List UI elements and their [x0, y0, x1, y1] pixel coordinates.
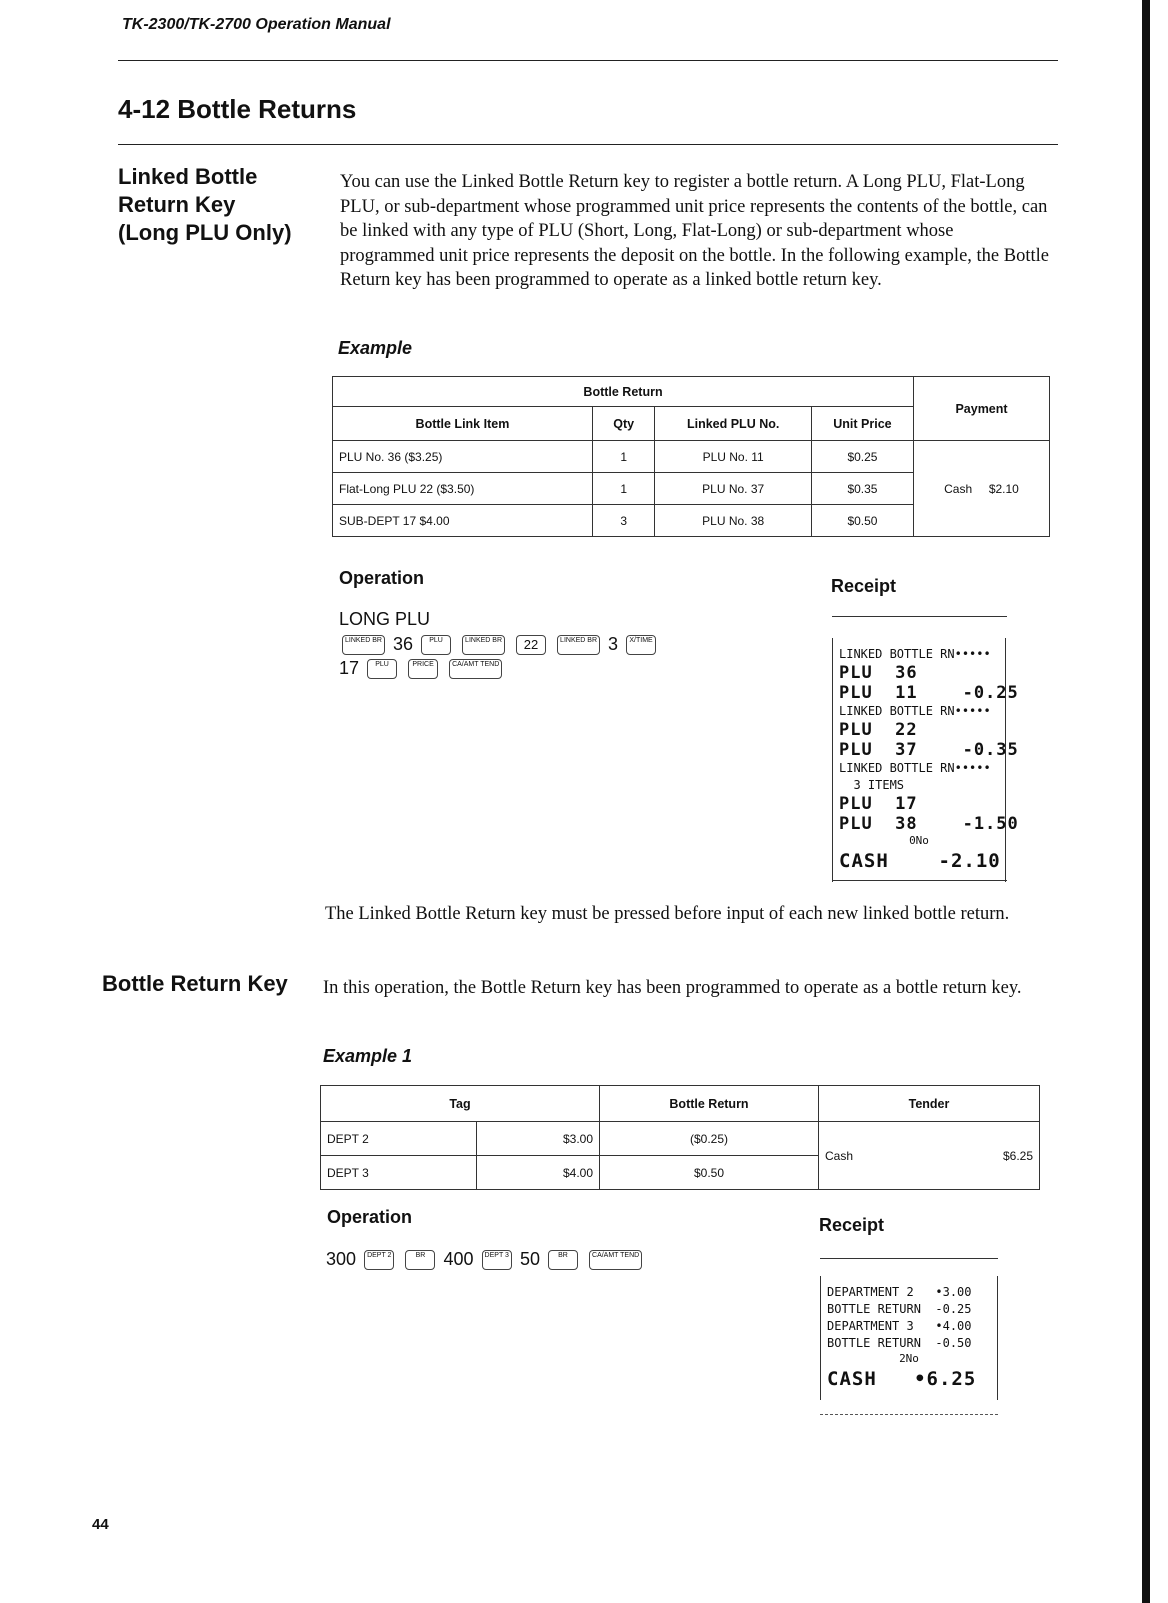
table-cell: SUB-DEPT 17 $4.00: [333, 505, 593, 537]
linked-key-sequence-2: [339, 655, 505, 681]
bottle-return-key[interactable]: BR: [405, 1250, 435, 1270]
receipt-line: PLU 22: [839, 720, 918, 740]
bottle-link-item-header: Bottle Link Item: [333, 407, 593, 441]
tender-cell: [819, 1122, 1040, 1190]
table-cell: $0.25: [811, 441, 913, 473]
op-number: 300: [326, 1249, 357, 1269]
unit-price-header: Unit Price: [811, 407, 913, 441]
receipt-line: PLU 11 -0.25: [839, 683, 1019, 703]
table-cell: DEPT 2: [321, 1122, 477, 1156]
bottle-return-group-header: Bottle Return: [333, 377, 914, 407]
receipt-line: 2No: [899, 1352, 919, 1365]
linked-br-key[interactable]: LINKED BR: [342, 635, 385, 655]
table-cell: PLU No. 36 ($3.25): [333, 441, 593, 473]
linked-key-sequence-1: [339, 631, 659, 657]
table-cell: $3.00: [476, 1122, 600, 1156]
bottle-operation-label: Operation: [327, 1207, 413, 1227]
tender-amount: $6.25: [1002, 1148, 1033, 1163]
linked-br-key[interactable]: LINKED BR: [557, 635, 600, 655]
bottle-example-label: Example 1: [323, 1046, 413, 1066]
table-cell: Flat-Long PLU 22 ($3.50): [333, 473, 593, 505]
bottle-return-header: Bottle Return: [600, 1086, 819, 1122]
op-number: 36: [392, 634, 414, 654]
linked-br-key[interactable]: LINKED BR: [462, 635, 505, 655]
bottle-receipt: [820, 1276, 998, 1400]
receipt-line: LINKED BOTTLE RN•••••: [839, 704, 991, 718]
payment-amount: $2.10: [988, 481, 1019, 496]
bottle-receipt-label: Receipt: [819, 1215, 885, 1235]
table-row: [321, 1122, 1040, 1156]
qty-time-key[interactable]: X/TIME: [626, 635, 656, 655]
table-cell: DEPT 3: [321, 1156, 477, 1190]
cash-tend-key[interactable]: CA/AMT TEND: [449, 659, 502, 679]
bottle-example-table: [320, 1085, 1040, 1190]
section-rule: [118, 144, 1058, 145]
linked-receipt-label: Receipt: [831, 576, 897, 596]
page-number: 44: [92, 1516, 109, 1533]
manual-header-title: TK-2300/TK-2700 Operation Manual: [122, 16, 391, 33]
table-cell: PLU No. 11: [655, 441, 811, 473]
qty-header: Qty: [592, 407, 655, 441]
linked-plu-header: Linked PLU No.: [655, 407, 811, 441]
linked-heading-line-3: (Long PLU Only): [118, 220, 292, 245]
linked-receipt-top-rule: [832, 616, 1007, 617]
linked-heading-line-1: Linked Bottle: [118, 164, 258, 189]
linked-operation-label: Operation: [339, 568, 425, 588]
receipt-line: PLU 38 -1.50: [839, 814, 1019, 834]
table-cell: PLU No. 38: [655, 505, 811, 537]
number-22-key[interactable]: 22: [516, 635, 546, 655]
section-title: 4-12 Bottle Returns: [118, 94, 357, 124]
payment-method: Cash: [944, 481, 973, 496]
receipt-line: 3 ITEMS: [839, 778, 905, 792]
bottle-paragraph: In this operation, the Bottle Return key has been programmed to operate as a bottle return key.: [323, 978, 1022, 998]
linked-paragraph: You can use the Linked Bottle Return key to register a bottle return. A Long PLU, Flat-Long PLU, or sub-department whose programmed unit price represents the contents of the bottle, can be linked with any type of PLU (Short, Long, Flat-Long) or sub-department whose programmed unit price represents the deposit on the bottle. In the following example, the Bottle Return key has been programmed to operate as a linked bottle return key.: [340, 172, 1049, 290]
linked-example-table: [332, 376, 1050, 537]
bottle-receipt-bottom-rule: [820, 1414, 998, 1415]
linked-heading-line-2: Return Key: [118, 192, 236, 217]
linked-receipt: [832, 638, 1019, 882]
dept-2-key[interactable]: DEPT 2: [364, 1250, 394, 1270]
dept-3-key[interactable]: DEPT 3: [482, 1250, 512, 1270]
receipt-line: BOTTLE RETURN -0.50: [827, 1336, 972, 1350]
receipt-line: DEPARTMENT 2 •3.00: [827, 1285, 972, 1299]
receipt-line: DEPARTMENT 3 •4.00: [827, 1319, 972, 1333]
table-cell: $0.50: [600, 1156, 819, 1190]
linked-receipt-bottom-rule: [832, 880, 1007, 881]
payment-header: Payment: [914, 377, 1050, 441]
tender-method: Cash: [825, 1148, 854, 1163]
price-key[interactable]: PRICE: [408, 659, 438, 679]
bottle-return-heading: Bottle Return Key: [102, 971, 288, 996]
payment-cell: [914, 441, 1050, 537]
bottle-return-key[interactable]: BR: [548, 1250, 578, 1270]
table-cell: $4.00: [476, 1156, 600, 1190]
cash-tend-key[interactable]: CA/AMT TEND: [589, 1250, 642, 1270]
op-number: 17: [339, 658, 360, 678]
linked-note: The Linked Bottle Return key must be pressed before input of each new linked bottle return.: [325, 904, 1010, 924]
table-cell: 3: [592, 505, 655, 537]
receipt-total-line: CASH •6.25: [827, 1368, 977, 1390]
plu-key[interactable]: PLU: [421, 635, 451, 655]
bottle-key-sequence: [326, 1246, 645, 1272]
receipt-total-line: CASH -2.10: [839, 850, 1001, 872]
table-cell: $0.50: [811, 505, 913, 537]
scan-edge: [1142, 0, 1150, 1603]
op-number: 400: [443, 1249, 474, 1269]
receipt-line: LINKED BOTTLE RN•••••: [839, 647, 991, 661]
receipt-line: PLU 36: [839, 663, 918, 683]
receipt-line: PLU 37 -0.35: [839, 740, 1019, 760]
table-cell: PLU No. 37: [655, 473, 811, 505]
linked-operation-mode: LONG PLU: [339, 609, 431, 629]
table-cell: ($0.25): [600, 1122, 819, 1156]
table-cell: 1: [592, 473, 655, 505]
table-cell: $0.35: [811, 473, 913, 505]
header-rule: [118, 60, 1058, 61]
linked-example-label: Example: [338, 338, 413, 358]
plu-key[interactable]: PLU: [367, 659, 397, 679]
bottle-receipt-top-rule: [820, 1258, 998, 1259]
tag-header: Tag: [321, 1086, 600, 1122]
receipt-line: BOTTLE RETURN -0.25: [827, 1302, 972, 1316]
table-row: [333, 441, 1050, 473]
linked-bottle-heading: [118, 163, 292, 247]
table-cell: 1: [592, 441, 655, 473]
receipt-line: 0No: [909, 834, 929, 847]
op-number: 3: [608, 634, 619, 654]
op-number: 50: [519, 1249, 540, 1269]
tender-header: Tender: [819, 1086, 1040, 1122]
receipt-line: PLU 17: [839, 794, 918, 814]
receipt-line: LINKED BOTTLE RN•••••: [839, 761, 991, 775]
